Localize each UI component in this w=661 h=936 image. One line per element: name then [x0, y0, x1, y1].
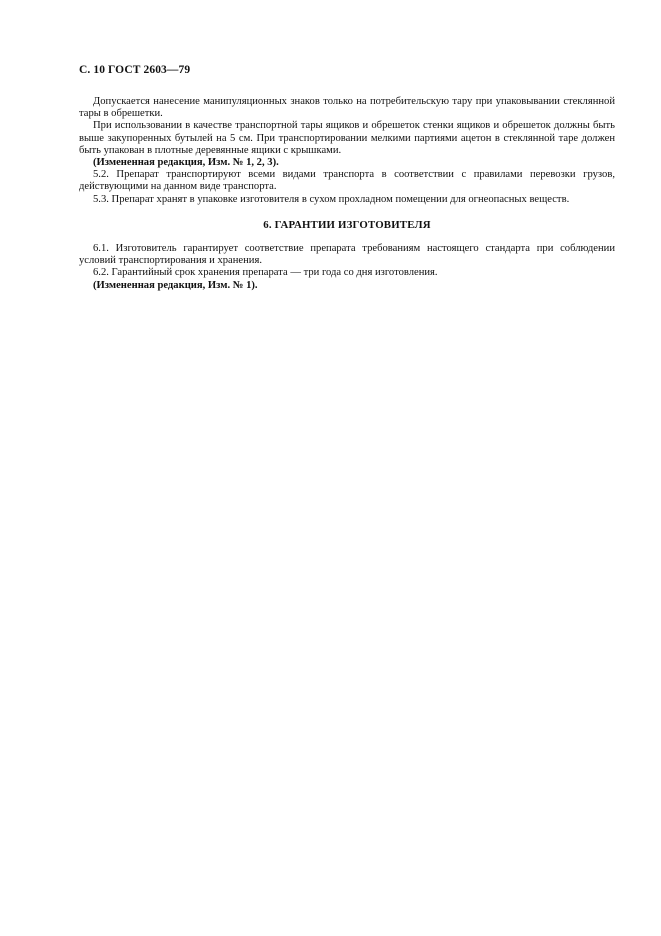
section-title: 6. ГАРАНТИИ ИЗГОТОВИТЕЛЯ — [263, 218, 431, 231]
amendment-note: (Измененная редакция, Изм. № 1). — [93, 279, 258, 291]
paragraph-5-2: 5.2. Препарат транспортируют всеми видами транспорта в соответствии с правилами перевозки грузов, действующими на данном виде транспорта. — [79, 169, 615, 193]
document-body — [79, 96, 615, 292]
amendment-note: (Измененная редакция, Изм. № 1, 2, 3). — [93, 157, 279, 169]
paragraph-5-3: 5.3. Препарат хранят в упаковке изготовителя в сухом прохладном помещении для огнеопасных веществ. — [93, 193, 570, 205]
paragraph-transport-packaging: При использовании в качестве транспортной тары ящиков и обрешеток стенки ящиков и обрешеток должны быть выше закупоренных бутылей на 5 см. При транспортировании мелкими партиями ацетон в стеклянной таре должен быть упакован в плотные деревянные ящики с крышками. — [79, 120, 615, 156]
paragraph-6-1: 6.1. Изготовитель гарантирует соответствие препарата требованиям настоящего стандарта при соблюдении условий транспортирования и хранения. — [79, 243, 615, 267]
paragraph-6-2: 6.2. Гарантийный срок хранения препарата — три года со дня изготовления. — [93, 267, 438, 279]
paragraph-marking: Допускается нанесение манипуляционных знаков только на потребительскую тару при упаковывании стеклянной тары в обрешетки. — [79, 96, 615, 120]
page-header: С. 10 ГОСТ 2603—79 — [79, 64, 191, 76]
